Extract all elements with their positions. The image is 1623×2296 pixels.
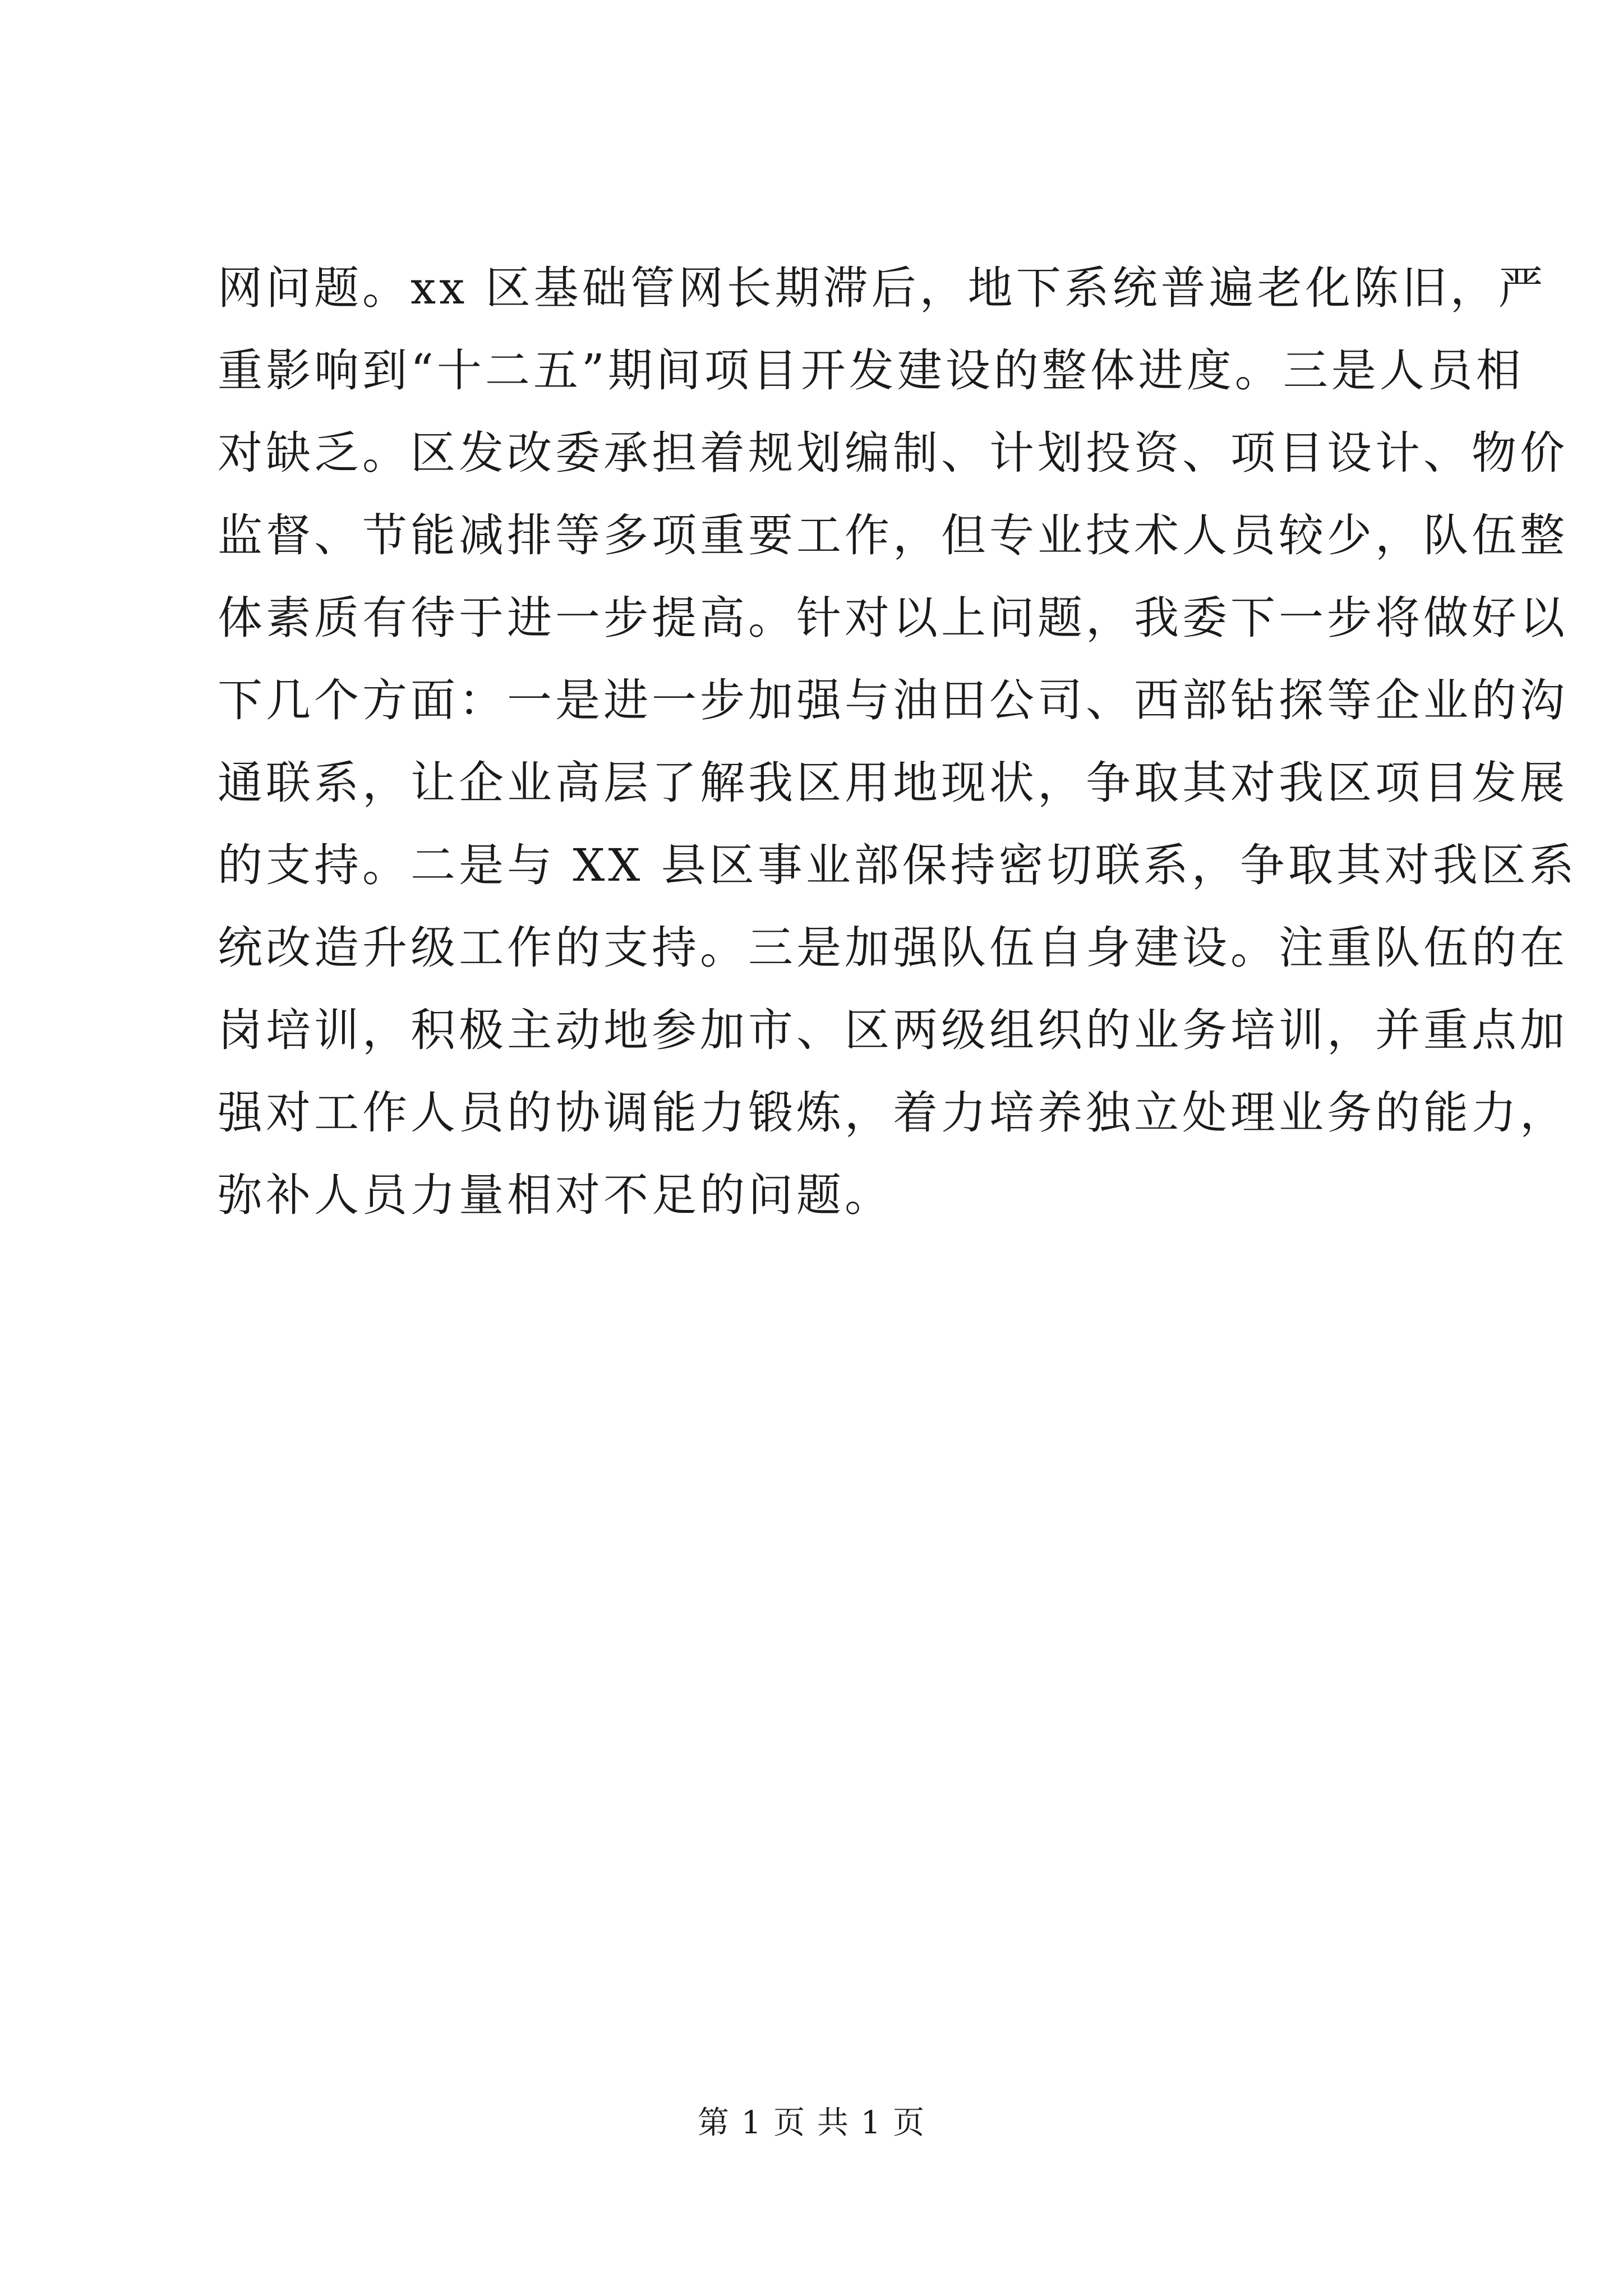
text-line-3: 对缺乏。区发改委承担着规划编制、计划投资、项目设计、物价	[218, 427, 1568, 479]
text-line-2: 重影响到“十二五”期间项目开发建设的整体进度。三是人员相	[218, 344, 1524, 397]
text-line-8: 的支持。二是与 XX 县区事业部保持密切联系，争取其对我区系	[218, 839, 1578, 891]
text-line-11: 强对工作人员的协调能力锻炼，着力培养独立处理业务的能力，	[218, 1087, 1568, 1139]
page-number-label: 第 1 页 共 1 页	[697, 2105, 926, 2141]
text-line-4: 监督、节能减排等多项重要工作，但专业技术人员较少，队伍整	[218, 509, 1568, 562]
body-text	[218, 247, 1578, 1236]
text-line-10: 岗培训，积极主动地参加市、区两级组织的业务培训，并重点加	[218, 1004, 1568, 1056]
text-line-6: 下几个方面：一是进一步加强与油田公司、西部钻探等企业的沟	[218, 674, 1568, 726]
page-footer	[0, 2101, 1623, 2146]
text-line-7: 通联系，让企业高层了解我区用地现状，争取其对我区项目发展	[218, 757, 1568, 809]
text-line-9: 统改造升级工作的支持。三是加强队伍自身建设。注重队伍的在	[218, 922, 1568, 974]
text-line-1: 网问题。xx 区基础管网长期滞后，地下系统普遍老化陈旧，严	[218, 262, 1547, 314]
text-line-5: 体素质有待于进一步提高。针对以上问题，我委下一步将做好以	[218, 592, 1568, 644]
text-line-12: 弥补人员力量相对不足的问题。	[218, 1169, 893, 1221]
